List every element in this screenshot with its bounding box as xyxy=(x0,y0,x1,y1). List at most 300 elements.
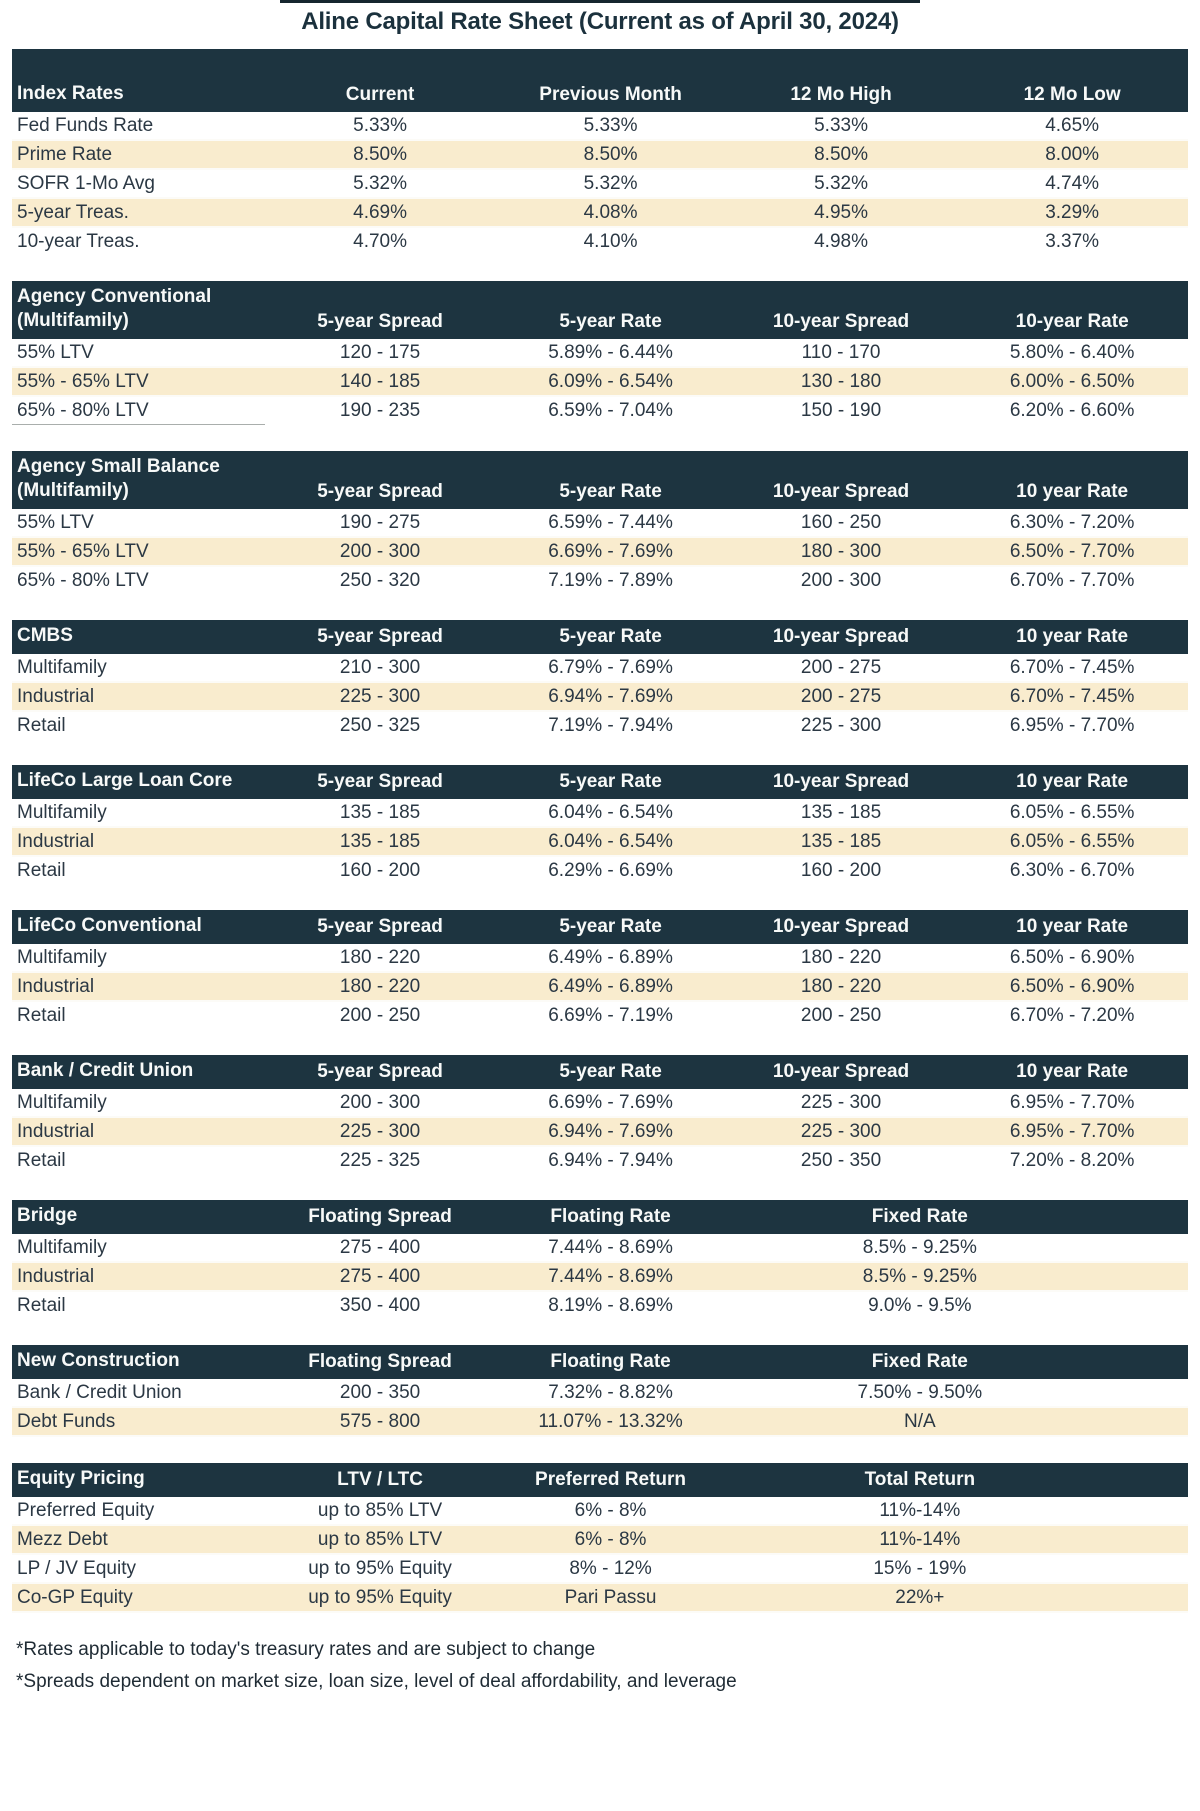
value-cell: 4.69% xyxy=(353,202,407,223)
value-cell: 6.70% - 7.20% xyxy=(1009,1005,1135,1026)
row-label-cell: Industrial xyxy=(17,1121,95,1142)
value-cell: 180 - 220 xyxy=(339,947,421,968)
value-cell: 135 - 185 xyxy=(339,831,421,852)
value-cell: 250 - 325 xyxy=(339,715,421,736)
row-spacer-cell xyxy=(1114,1291,1188,1319)
page-title: Aline Capital Rate Sheet (Current as of April 30, 2024) xyxy=(301,8,899,35)
table-row xyxy=(12,944,1188,972)
table-row xyxy=(12,1583,1188,1612)
value-cell: 5.32% xyxy=(814,173,868,194)
value-cell: 3.29% xyxy=(1045,202,1100,223)
value-cell: 200 - 275 xyxy=(800,686,882,707)
value-cell: 6.30% - 6.70% xyxy=(1009,860,1135,881)
value-cell: 6% - 8% xyxy=(574,1500,647,1521)
table-body-index-rates xyxy=(12,112,1188,255)
value-cell: 180 - 300 xyxy=(800,541,882,562)
value-cell: 135 - 185 xyxy=(339,802,421,823)
value-cell: 5.32% xyxy=(353,173,407,194)
row-label-cell: Retail xyxy=(17,1005,66,1026)
value-cell: 150 - 190 xyxy=(800,400,882,422)
table-row xyxy=(12,1262,1188,1291)
column-header: 10 year Rate xyxy=(956,620,1188,654)
column-header: 10-year Rate xyxy=(956,281,1188,339)
value-cell: 225 - 300 xyxy=(800,715,882,736)
table-name-cell xyxy=(12,1055,265,1089)
table-body-cmbs xyxy=(12,654,1188,739)
value-cell: 250 - 320 xyxy=(339,570,421,591)
value-cell: 22%+ xyxy=(895,1587,945,1608)
table-body-bank-credit-union xyxy=(12,1089,1188,1174)
table-header-lifeco-conventional xyxy=(12,910,1188,944)
value-cell: 6.95% - 7.70% xyxy=(1009,715,1135,736)
column-header: Preferred Return xyxy=(495,1463,725,1497)
column-header: 12 Mo High xyxy=(726,49,956,112)
column-header: 10-year Spread xyxy=(726,451,956,509)
row-label-cell: Industrial xyxy=(17,976,95,997)
table-header-bridge xyxy=(12,1200,1188,1234)
table-name-line: Equity Pricing xyxy=(17,1468,145,1489)
table-name-cell xyxy=(12,765,265,799)
value-cell: 190 - 235 xyxy=(339,400,421,422)
value-cell: up to 95% Equity xyxy=(308,1558,452,1579)
column-header: 5-year Spread xyxy=(265,281,495,339)
table-name-cell xyxy=(12,1345,265,1379)
table-row xyxy=(12,367,1188,396)
value-cell: 200 - 300 xyxy=(339,1092,421,1113)
table-name-line: LifeCo Conventional xyxy=(17,915,202,936)
column-header: Total Return xyxy=(726,1463,1114,1497)
table-name-cell xyxy=(12,620,265,654)
column-header: Floating Rate xyxy=(495,1200,725,1234)
table-row xyxy=(12,1001,1188,1029)
table-row xyxy=(12,227,1188,255)
table-header-index-rates xyxy=(12,49,1188,112)
table-row xyxy=(12,396,1188,425)
row-label-cell: 65% - 80% LTV xyxy=(17,570,149,591)
row-label-cell: 55% LTV xyxy=(17,342,94,363)
value-cell: 6% - 8% xyxy=(574,1529,647,1550)
table-name-cell xyxy=(12,1463,265,1497)
row-label-cell: 55% - 65% LTV xyxy=(17,371,149,392)
header-row xyxy=(12,620,1188,654)
table-row xyxy=(12,972,1188,1001)
table-row xyxy=(12,827,1188,856)
column-header: Previous Month xyxy=(495,49,725,112)
value-cell: 7.20% - 8.20% xyxy=(1009,1150,1135,1171)
row-label-cell: Prime Rate xyxy=(17,144,113,165)
value-cell: 6.49% - 6.89% xyxy=(548,976,673,997)
value-cell: 200 - 250 xyxy=(339,1005,421,1026)
value-cell: up to 95% Equity xyxy=(308,1587,452,1608)
value-cell: 6.95% - 7.70% xyxy=(1009,1121,1135,1142)
value-cell: 4.95% xyxy=(814,202,868,223)
table-name-line: Bank / Credit Union xyxy=(17,1060,194,1081)
table-name-line: New Construction xyxy=(17,1350,180,1371)
row-label-cell: Preferred Equity xyxy=(17,1500,155,1521)
table-row xyxy=(12,339,1188,367)
column-header: 5-year Rate xyxy=(495,910,725,944)
row-spacer-cell xyxy=(1114,1525,1188,1554)
header-row xyxy=(12,1345,1188,1379)
value-cell: 130 - 180 xyxy=(800,371,882,392)
value-cell: 6.29% - 6.69% xyxy=(548,860,673,881)
row-label-cell: Multifamily xyxy=(17,1092,107,1113)
table-row xyxy=(12,1497,1188,1525)
table-row xyxy=(12,1525,1188,1554)
table-row xyxy=(12,1234,1188,1262)
table-row xyxy=(12,1117,1188,1146)
row-label-cell: Industrial xyxy=(17,831,95,852)
row-label-cell: Co-GP Equity xyxy=(17,1587,133,1608)
value-cell: 210 - 300 xyxy=(339,657,421,678)
table-row xyxy=(12,169,1188,198)
value-cell: 4.70% xyxy=(353,231,407,252)
value-cell: Pari Passu xyxy=(564,1587,657,1608)
column-header: 5-year Spread xyxy=(265,451,495,509)
row-label-cell: 55% - 65% LTV xyxy=(17,541,149,562)
value-cell: 7.50% - 9.50% xyxy=(857,1382,983,1403)
table-name-line: Bridge xyxy=(17,1205,78,1226)
value-cell: 200 - 300 xyxy=(800,570,882,591)
value-cell: 160 - 200 xyxy=(339,860,421,881)
row-spacer-cell xyxy=(1114,1234,1188,1262)
value-cell: 160 - 200 xyxy=(800,860,882,881)
table-lifeco-conventional xyxy=(12,910,1188,1029)
column-header: 10 year Rate xyxy=(956,1055,1188,1089)
header-spacer-cell xyxy=(1114,1345,1188,1379)
column-header: Floating Spread xyxy=(265,1345,495,1379)
value-cell: 4.10% xyxy=(583,231,638,252)
value-cell: 5.32% xyxy=(583,173,638,194)
value-cell: 200 - 350 xyxy=(339,1382,421,1403)
value-cell: 275 - 400 xyxy=(339,1237,421,1258)
value-cell: 110 - 170 xyxy=(801,342,881,363)
value-cell: 7.44% - 8.69% xyxy=(548,1266,673,1287)
column-header: 12 Mo Low xyxy=(956,49,1188,112)
table-row xyxy=(12,1291,1188,1319)
footnote-spreads: *Spreads dependent on market size, loan size, level of deal affordability, and leverage xyxy=(16,1671,737,1692)
table-header-lifeco-large-loan-core xyxy=(12,765,1188,799)
table-name-line: CMBS xyxy=(17,625,73,646)
value-cell: 8% - 12% xyxy=(569,1558,652,1579)
table-row xyxy=(12,711,1188,739)
value-cell: 8.50% xyxy=(583,144,638,165)
row-label-cell: Bank / Credit Union xyxy=(17,1382,182,1403)
value-cell: 200 - 250 xyxy=(800,1005,882,1026)
value-cell: 11%-14% xyxy=(879,1500,961,1521)
table-row xyxy=(12,566,1188,594)
table-header-equity-pricing xyxy=(12,1463,1188,1497)
row-label-cell: Multifamily xyxy=(17,1237,107,1258)
column-header: Floating Rate xyxy=(495,1345,725,1379)
value-cell: 6.04% - 6.54% xyxy=(548,802,673,823)
table-name-line: Agency Conventional xyxy=(17,286,212,307)
value-cell: 6.00% - 6.50% xyxy=(1009,371,1135,392)
value-cell: 180 - 220 xyxy=(800,947,882,968)
header-spacer-cell xyxy=(1114,1463,1188,1497)
table-body-new-construction xyxy=(12,1379,1188,1436)
value-cell: 140 - 185 xyxy=(339,371,421,392)
value-cell: 6.09% - 6.54% xyxy=(548,371,673,392)
row-spacer-cell xyxy=(1114,1407,1188,1436)
value-cell: 180 - 220 xyxy=(339,976,421,997)
top-border-line xyxy=(280,0,920,3)
column-header: 5-year Rate xyxy=(495,281,725,339)
value-cell: 120 - 175 xyxy=(339,342,421,363)
table-name-cell xyxy=(12,451,265,509)
table-body-bridge xyxy=(12,1234,1188,1319)
value-cell: 6.69% - 7.19% xyxy=(548,1005,673,1026)
row-label-cell: Retail xyxy=(17,860,66,881)
table-row xyxy=(12,682,1188,711)
table-header-agency-small-balance xyxy=(12,451,1188,509)
value-cell: 135 - 185 xyxy=(800,831,882,852)
table-row xyxy=(12,799,1188,827)
table-name-line: Agency Small Balance xyxy=(17,456,220,477)
table-name-line: (Multifamily) xyxy=(17,310,129,331)
value-cell: 6.50% - 7.70% xyxy=(1009,541,1135,562)
footnote-rates: *Rates applicable to today's treasury rates and are subject to change xyxy=(16,1639,596,1660)
value-cell: 200 - 275 xyxy=(800,657,882,678)
value-cell: 8.5% - 9.25% xyxy=(862,1266,977,1287)
column-header: 10-year Spread xyxy=(726,910,956,944)
value-cell: 7.44% - 8.69% xyxy=(548,1237,673,1258)
value-cell: 350 - 400 xyxy=(339,1295,421,1316)
table-row xyxy=(12,654,1188,682)
value-cell: 135 - 185 xyxy=(800,802,882,823)
value-cell: 160 - 250 xyxy=(800,512,882,533)
column-header: Floating Spread xyxy=(265,1200,495,1234)
table-body-agency-conventional xyxy=(12,339,1188,425)
header-row xyxy=(12,1200,1188,1234)
value-cell: 11%-14% xyxy=(879,1529,961,1550)
column-header: Fixed Rate xyxy=(726,1345,1114,1379)
column-header: 5-year Spread xyxy=(265,765,495,799)
column-header: 10-year Spread xyxy=(726,281,956,339)
column-header: 10 year Rate xyxy=(956,910,1188,944)
value-cell: 5.89% - 6.44% xyxy=(548,342,673,363)
value-cell: 8.19% - 8.69% xyxy=(548,1295,673,1316)
value-cell: 225 - 300 xyxy=(800,1092,882,1113)
value-cell: 8.5% - 9.25% xyxy=(862,1237,977,1258)
table-bank-credit-union xyxy=(12,1055,1188,1174)
table-row xyxy=(12,1379,1188,1407)
value-cell: 180 - 220 xyxy=(800,976,882,997)
value-cell: 6.70% - 7.45% xyxy=(1009,686,1135,707)
header-row xyxy=(12,765,1188,799)
value-cell: 190 - 275 xyxy=(339,512,421,533)
footnotes xyxy=(12,1639,1188,1693)
table-name-cell xyxy=(12,49,265,112)
row-spacer-cell xyxy=(1114,1379,1188,1407)
row-label-cell: 65% - 80% LTV xyxy=(12,396,265,425)
row-label-cell: Retail xyxy=(17,1150,66,1171)
value-cell: 8.00% xyxy=(1045,144,1100,165)
header-row xyxy=(12,281,1188,339)
table-row xyxy=(12,856,1188,884)
table-header-cmbs xyxy=(12,620,1188,654)
value-cell: 6.20% - 6.60% xyxy=(1009,400,1135,422)
table-body-agency-small-balance xyxy=(12,509,1188,594)
row-spacer-cell xyxy=(1114,1583,1188,1612)
value-cell: 15% - 19% xyxy=(873,1558,967,1579)
value-cell: 6.94% - 7.69% xyxy=(548,1121,673,1142)
row-label-cell: Industrial xyxy=(17,1266,95,1287)
value-cell: 9.0% - 9.5% xyxy=(868,1295,972,1316)
table-row xyxy=(12,509,1188,537)
column-header: 5-year Spread xyxy=(265,1055,495,1089)
value-cell: 6.05% - 6.55% xyxy=(1009,802,1135,823)
table-lifeco-large-loan-core xyxy=(12,765,1188,884)
table-body-equity-pricing xyxy=(12,1497,1188,1612)
column-header: 10-year Spread xyxy=(726,765,956,799)
column-header: 10 year Rate xyxy=(956,451,1188,509)
row-label-cell: Multifamily xyxy=(17,802,107,823)
row-label-cell: Debt Funds xyxy=(17,1411,116,1432)
column-header: 5-year Rate xyxy=(495,1055,725,1089)
table-name-line: (Multifamily) xyxy=(17,480,129,501)
row-label-cell: Retail xyxy=(17,1295,66,1316)
row-label-cell: 5-year Treas. xyxy=(17,202,129,223)
table-body-lifeco-large-loan-core xyxy=(12,799,1188,884)
row-label-cell: 55% LTV xyxy=(17,512,94,533)
value-cell: 7.19% - 7.89% xyxy=(548,570,673,591)
table-row xyxy=(12,1089,1188,1117)
tables-container xyxy=(12,49,1188,1613)
value-cell: 6.30% - 7.20% xyxy=(1009,512,1135,533)
value-cell: 7.32% - 8.82% xyxy=(548,1382,673,1403)
table-row xyxy=(12,1146,1188,1174)
value-cell: 6.70% - 7.70% xyxy=(1009,570,1135,591)
value-cell: 6.94% - 7.94% xyxy=(548,1150,673,1171)
header-row xyxy=(12,49,1188,112)
table-row xyxy=(12,1554,1188,1583)
table-name-cell xyxy=(12,281,265,339)
header-row xyxy=(12,910,1188,944)
value-cell: 6.69% - 7.69% xyxy=(548,541,673,562)
value-cell: 6.79% - 7.69% xyxy=(548,657,673,678)
value-cell: 225 - 300 xyxy=(800,1121,882,1142)
table-agency-conventional xyxy=(12,281,1188,425)
table-row xyxy=(12,112,1188,140)
value-cell: 8.50% xyxy=(353,144,407,165)
row-label-cell: Retail xyxy=(17,715,66,736)
row-label-cell: Multifamily xyxy=(17,947,107,968)
column-header: 5-year Rate xyxy=(495,765,725,799)
row-label-cell: LP / JV Equity xyxy=(17,1558,136,1579)
row-spacer-cell xyxy=(1114,1262,1188,1291)
table-header-agency-conventional xyxy=(12,281,1188,339)
table-row xyxy=(12,198,1188,227)
table-row xyxy=(12,537,1188,566)
value-cell: 6.50% - 6.90% xyxy=(1009,976,1135,997)
column-header: 5-year Spread xyxy=(265,910,495,944)
table-row xyxy=(12,1407,1188,1436)
column-header: 5-year Spread xyxy=(265,620,495,654)
table-name-cell xyxy=(12,1200,265,1234)
row-label-cell: Multifamily xyxy=(17,657,107,678)
table-header-bank-credit-union xyxy=(12,1055,1188,1089)
table-name-cell xyxy=(12,910,265,944)
value-cell: 225 - 325 xyxy=(339,1150,421,1171)
value-cell: 6.05% - 6.55% xyxy=(1009,831,1135,852)
value-cell: 225 - 300 xyxy=(339,1121,421,1142)
value-cell: 5.33% xyxy=(583,115,638,136)
table-equity-pricing xyxy=(12,1463,1188,1613)
value-cell: 7.19% - 7.94% xyxy=(548,715,673,736)
value-cell: 5.33% xyxy=(814,115,868,136)
table-bridge xyxy=(12,1200,1188,1319)
value-cell: 4.74% xyxy=(1045,173,1100,194)
value-cell: 4.65% xyxy=(1045,115,1100,136)
table-index-rates xyxy=(12,49,1188,255)
row-spacer-cell xyxy=(1114,1497,1188,1525)
row-label-cell: Fed Funds Rate xyxy=(17,115,154,136)
value-cell: 6.04% - 6.54% xyxy=(548,831,673,852)
row-label-cell: SOFR 1-Mo Avg xyxy=(17,173,155,194)
value-cell: 225 - 300 xyxy=(339,686,421,707)
value-cell: 6.69% - 7.69% xyxy=(548,1092,673,1113)
value-cell: 3.37% xyxy=(1045,231,1100,252)
column-header: 10-year Spread xyxy=(726,620,956,654)
value-cell: 6.59% - 7.44% xyxy=(548,512,673,533)
column-header: 5-year Rate xyxy=(495,620,725,654)
header-row xyxy=(12,451,1188,509)
value-cell: 6.70% - 7.45% xyxy=(1009,657,1135,678)
value-cell: 11.07% - 13.32% xyxy=(538,1411,683,1432)
header-row xyxy=(12,1463,1188,1497)
value-cell: 6.95% - 7.70% xyxy=(1009,1092,1135,1113)
column-header: 10 year Rate xyxy=(956,765,1188,799)
row-label-cell: Industrial xyxy=(17,686,95,707)
value-cell: up to 85% LTV xyxy=(317,1529,443,1550)
value-cell: 6.94% - 7.69% xyxy=(548,686,673,707)
value-cell: 4.98% xyxy=(814,231,868,252)
table-cmbs xyxy=(12,620,1188,739)
row-label-cell: 10-year Treas. xyxy=(17,231,140,252)
table-agency-small-balance xyxy=(12,451,1188,594)
value-cell: 6.59% - 7.04% xyxy=(548,400,673,422)
value-cell: 6.50% - 6.90% xyxy=(1009,947,1135,968)
value-cell: 250 - 350 xyxy=(800,1150,882,1171)
column-header: 10-year Spread xyxy=(726,1055,956,1089)
value-cell: 275 - 400 xyxy=(339,1266,421,1287)
column-header: 5-year Rate xyxy=(495,451,725,509)
table-body-lifeco-conventional xyxy=(12,944,1188,1029)
header-row xyxy=(12,1055,1188,1089)
column-header: Fixed Rate xyxy=(726,1200,1114,1234)
table-new-construction xyxy=(12,1345,1188,1437)
table-name-line: Index Rates xyxy=(17,83,124,104)
value-cell: 575 - 800 xyxy=(339,1411,421,1432)
header-spacer-cell xyxy=(1114,1200,1188,1234)
value-cell: 200 - 300 xyxy=(339,541,421,562)
value-cell: 8.50% xyxy=(814,144,868,165)
value-cell: up to 85% LTV xyxy=(317,1500,443,1521)
table-name-line: LifeCo Large Loan Core xyxy=(17,770,233,791)
value-cell: 5.80% - 6.40% xyxy=(1009,342,1135,363)
column-header: LTV / LTC xyxy=(265,1463,495,1497)
value-cell: 4.08% xyxy=(583,202,638,223)
column-header: Current xyxy=(265,49,495,112)
value-cell: N/A xyxy=(903,1411,936,1432)
value-cell: 5.33% xyxy=(353,115,407,136)
row-spacer-cell xyxy=(1114,1554,1188,1583)
value-cell: 6.49% - 6.89% xyxy=(548,947,673,968)
table-row xyxy=(12,140,1188,169)
row-label-cell: Mezz Debt xyxy=(17,1529,108,1550)
table-header-new-construction xyxy=(12,1345,1188,1379)
